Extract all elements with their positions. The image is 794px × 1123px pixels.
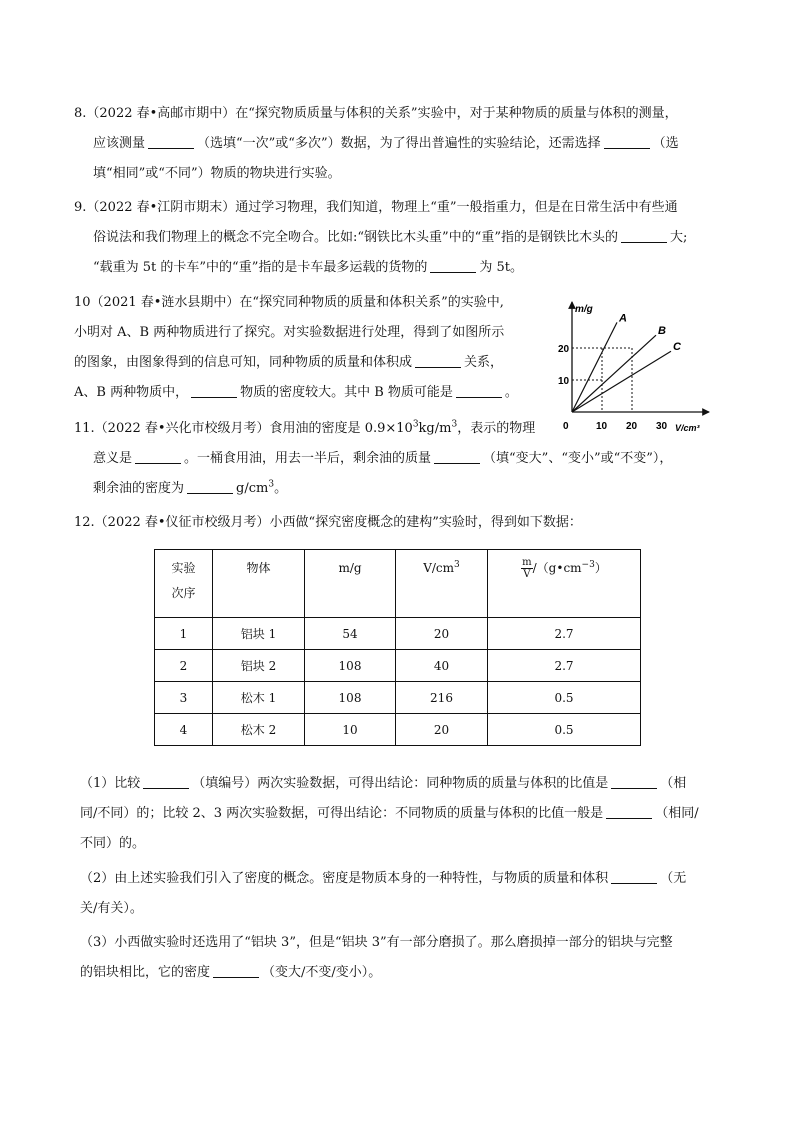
answer-blank[interactable]: [611, 869, 657, 884]
cell-mass: 10: [305, 714, 396, 746]
cell-mass: 54: [305, 618, 396, 650]
table-row: [155, 682, 641, 714]
cell-ratio: 2.7: [488, 650, 641, 682]
q12-s2-line2: 关/有关）。: [80, 901, 143, 916]
cell-mass: 108: [305, 650, 396, 682]
q10-line2: 小明对 A、B 两种物质进行了探究。对实验数据进行处理，得到了如图所示: [74, 325, 505, 340]
cell-volume: 216: [396, 682, 488, 714]
answer-blank[interactable]: [143, 774, 189, 789]
q9-line1: 9.（2022 春•江阴市期末）通过学习物理，我们知道，物理上“重”一般指重力，但是在日常生活中有些通: [74, 200, 678, 215]
q8-line1: 8.（2022 春•高邮市期中）在“探究物质质量与体积的关系”实验中，对于某种物质的质量与体积的测量，: [74, 106, 678, 121]
x-tick-label: 20: [626, 421, 638, 432]
q12-subquestion-3: [80, 928, 735, 988]
question-8: [74, 99, 734, 189]
q11-line2: 意义是 。一桶食用油，用去一半后，剩余油的质量 （填“变大”、“变小”或“不变”），: [93, 451, 673, 466]
x-tick-label: 30: [656, 421, 668, 432]
cell-object: 松木 1: [213, 682, 305, 714]
q10-line1: 10（2021 春•涟水县期中）在“探究同种物质的质量和体积关系”的实验中,: [74, 295, 504, 310]
q12-s2-line1: （2）由上述实验我们引入了密度的概念。密度是物质本身的一种特性，与物质的质量和体积 （无: [80, 871, 687, 886]
table-row: [155, 714, 641, 746]
series-line-b: [572, 335, 656, 412]
cell-volume: 20: [396, 618, 488, 650]
cell-volume: 20: [396, 714, 488, 746]
cell-seq: 4: [155, 714, 213, 746]
answer-blank[interactable]: [213, 963, 259, 978]
q9-line2: 俗说法和我们物理上的概念不完全吻合。比如:“钢铁比木头重”中的“重”指的是钢铁比木头的 大;: [93, 230, 688, 245]
answer-blank[interactable]: [187, 479, 233, 494]
cell-ratio: 0.5: [488, 682, 641, 714]
q11-line1: 11.（2022 春•兴化市校级月考）食用油的密度是 $0.9\times 10^3kg/m^3$，表示的物理: [74, 419, 536, 436]
cell-object: 铝块 1: [213, 618, 305, 650]
question-9: [74, 193, 734, 283]
y-axis-label: m/g: [575, 304, 593, 315]
answer-blank[interactable]: [621, 228, 667, 243]
cell-object: 松木 2: [213, 714, 305, 746]
header-mass: m/g: [305, 550, 396, 618]
q12-s1-line2: 同/不同）的；比较 2、3 两次实验数据，可得出结论：不同物质的质量与体积的比值一般是 （相同/: [80, 806, 699, 821]
cell-object: 铝块 2: [213, 650, 305, 682]
cell-seq: 1: [155, 618, 213, 650]
answer-blank[interactable]: [604, 134, 650, 149]
x-axis-label: V/cm³: [675, 423, 700, 433]
y-tick-label: 20: [558, 344, 570, 355]
q8-line2: 应该测量 （选填“一次”或“多次”）数据，为了得出普遍性的实验结论，还需选择 （选: [93, 136, 679, 151]
header-seq: 实验 次序: [155, 550, 213, 618]
answer-blank[interactable]: [148, 134, 194, 149]
answer-blank[interactable]: [434, 449, 480, 464]
cell-ratio: 0.5: [488, 714, 641, 746]
experiment-data-table: [154, 549, 641, 746]
origin-label: 0: [563, 421, 569, 432]
q12-s1-line3: 不同）的。: [80, 836, 146, 851]
series-label-c: C: [673, 341, 681, 354]
x-tick-label: 10: [596, 421, 608, 432]
cell-seq: 2: [155, 650, 213, 682]
q11-line3: 剩余油的密度为 $g/cm^3$。: [93, 479, 288, 496]
answer-blank[interactable]: [135, 449, 181, 464]
table-header-row: [155, 550, 641, 618]
cell-volume: 40: [396, 650, 488, 682]
series-label-a: A: [619, 312, 627, 325]
q8-line3: 填“相同”或“不同”）物质的物块进行实验。: [93, 166, 341, 181]
q10-line3: 的图象，由图象得到的信息可知，同种物质的质量和体积成 关系，: [74, 355, 504, 370]
question-12-intro: 12.（2022 春•仪征市校级月考）小西做“探究密度概念的建构”实验时，得到如下数据：: [74, 515, 582, 530]
q10-line4: A、B 两种物质中， 物质的密度较大。其中 B 物质可能是 。: [74, 385, 518, 400]
question-10: [74, 288, 544, 408]
question-11: [74, 414, 734, 504]
table-row: [155, 650, 641, 682]
header-ratio: $\frac{m}{V}$ $/(g•cm^{-3})$: [488, 550, 641, 618]
answer-blank[interactable]: [456, 383, 502, 398]
answer-blank[interactable]: [606, 804, 652, 819]
q12-s3-line2: 的铝块相比，它的密度 （变大/不变/变小）。: [80, 965, 382, 980]
cell-seq: 3: [155, 682, 213, 714]
answer-blank[interactable]: [611, 774, 657, 789]
q9-line3: “载重为 5t 的卡车”中的“重”指的是卡车最多运载的货物的 为 5t。: [93, 260, 523, 275]
q12-subquestion-1: [80, 769, 735, 859]
header-object: 物体: [213, 550, 305, 618]
q12-subquestion-2: [80, 864, 735, 924]
table-row: [155, 618, 641, 650]
cell-ratio: 2.7: [488, 618, 641, 650]
header-volume: $V/cm^3$: [396, 550, 488, 618]
answer-blank[interactable]: [430, 258, 476, 273]
q12-s1-line1: （1）比较 （填编号）两次实验数据，可得出结论：同种物质的质量与体积的比值是 （相: [80, 776, 687, 791]
answer-blank[interactable]: [191, 383, 237, 398]
series-label-b: B: [658, 325, 666, 338]
q12-s3-line1: （3）小西做实验时还选用了“铝块 3”，但是“铝块 3”有一部分磨损了。那么磨损掉一部分的铝块与完整: [80, 935, 673, 950]
answer-blank[interactable]: [415, 353, 461, 368]
y-tick-label: 10: [558, 376, 570, 387]
cell-mass: 108: [305, 682, 396, 714]
